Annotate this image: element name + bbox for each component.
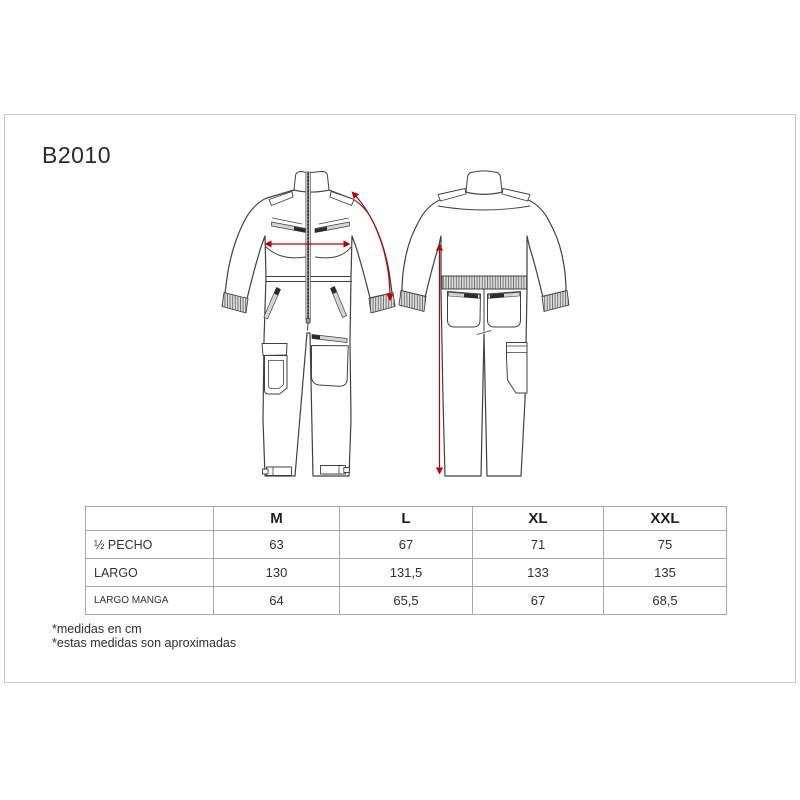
footnote-approximate: *estas medidas son aproximadas (52, 636, 237, 650)
half-chest-m: 63 (214, 531, 340, 559)
length-m: 130 (214, 559, 340, 587)
row-label-sleeve-length: LARGO MANGA (86, 587, 214, 615)
back-view-drawing (399, 171, 569, 476)
table-row-half-chest (86, 531, 727, 559)
coverall-technical-drawing (210, 164, 590, 494)
half-chest-l: 67 (340, 531, 473, 559)
half-chest-xxl: 75 (604, 531, 727, 559)
size-table-header-row (86, 507, 727, 531)
length-xxl: 135 (604, 559, 727, 587)
back-collar (466, 171, 502, 194)
size-column-xl: XL (473, 507, 604, 531)
sleeve-length-xl: 67 (473, 587, 604, 615)
table-row-sleeve-length (86, 587, 727, 615)
sleeve-length-xxl: 68,5 (604, 587, 727, 615)
size-column-xxl: XXL (604, 507, 727, 531)
product-code: B2010 (42, 142, 112, 168)
half-chest-xl: 71 (473, 531, 604, 559)
footnote-units: *medidas en cm (52, 622, 142, 636)
sleeve-length-l: 65,5 (340, 587, 473, 615)
row-label-length: LARGO (86, 559, 214, 587)
size-table (85, 506, 727, 615)
footnotes (52, 622, 236, 650)
length-l: 131,5 (340, 559, 473, 587)
front-cargo-pocket (262, 344, 287, 356)
size-table-corner-cell (86, 507, 214, 531)
size-column-l: L (340, 507, 473, 531)
length-xl: 133 (473, 559, 604, 587)
front-collar (294, 172, 329, 193)
front-view-drawing (222, 172, 395, 477)
size-column-m: M (214, 507, 340, 531)
row-label-half-chest: ½ PECHO (86, 531, 214, 559)
sleeve-length-m: 64 (214, 587, 340, 615)
back-waistband (442, 276, 527, 289)
table-row-length (86, 559, 727, 587)
